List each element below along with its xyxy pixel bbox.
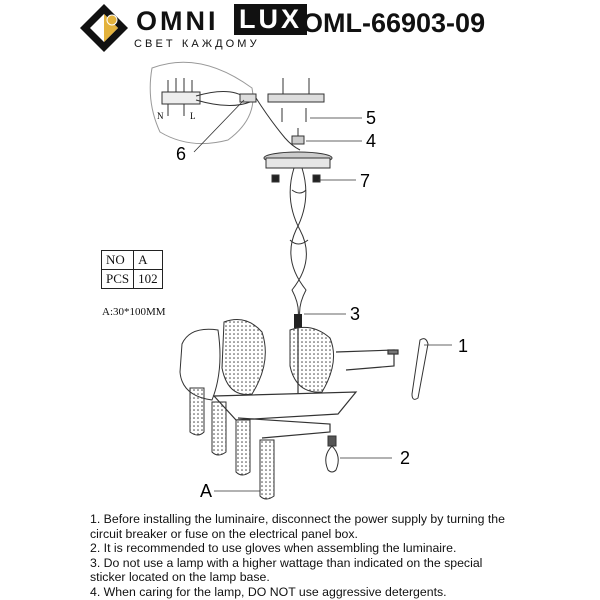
brand-name-omni: OMNI bbox=[136, 6, 219, 36]
table-row bbox=[102, 251, 163, 270]
dimensions-note: A:30*100MM bbox=[102, 306, 166, 318]
instruction-item: 1. Before installing the luminaire, disconnect the power supply by turning the circuit breaker or fuse on the electrical panel box. bbox=[90, 512, 505, 541]
callout-6: 6 bbox=[176, 144, 187, 164]
table-cell: 102 bbox=[134, 270, 163, 289]
callout-7: 7 bbox=[360, 171, 371, 191]
instructions bbox=[90, 512, 520, 600]
callout-1: 1 bbox=[458, 336, 469, 356]
table-cell: PCS bbox=[102, 270, 134, 289]
parts-table bbox=[101, 250, 163, 289]
wire-label-live: L bbox=[190, 111, 196, 121]
lamp-bulb bbox=[326, 436, 339, 472]
callout-3: 3 bbox=[350, 304, 361, 324]
ceiling-canopy bbox=[264, 152, 332, 168]
fixing-screw bbox=[292, 128, 304, 144]
canopy-connector bbox=[294, 314, 302, 328]
callout-5: 5 bbox=[366, 108, 377, 128]
brand-name-lux: LUX bbox=[234, 4, 307, 35]
table-row bbox=[102, 270, 163, 289]
callout-2: 2 bbox=[400, 448, 411, 468]
table-cell: A bbox=[134, 251, 163, 270]
mounting-bracket bbox=[268, 78, 324, 122]
brand-tagline: СВЕТ КАЖДОМУ bbox=[134, 38, 260, 50]
wire-label-neutral: N bbox=[157, 111, 164, 121]
model-number: OML-66903-09 bbox=[302, 8, 486, 38]
table-cell: NO bbox=[102, 251, 134, 270]
tube-side-view bbox=[412, 339, 428, 400]
suspension-chain bbox=[272, 168, 320, 318]
instruction-item: 3. Do not use a lamp with a higher wattage than indicated on the special sticker located on the lamp base. bbox=[90, 555, 483, 585]
callout-a: A bbox=[200, 481, 213, 501]
callout-4: 4 bbox=[366, 131, 377, 151]
wiring-detail bbox=[150, 62, 300, 150]
instruction-item: 2. It is recommended to use gloves when assembling the luminaire. bbox=[90, 541, 457, 556]
instruction-item: 4. When caring for the lamp, DO NOT use aggressive detergents. bbox=[90, 584, 447, 599]
